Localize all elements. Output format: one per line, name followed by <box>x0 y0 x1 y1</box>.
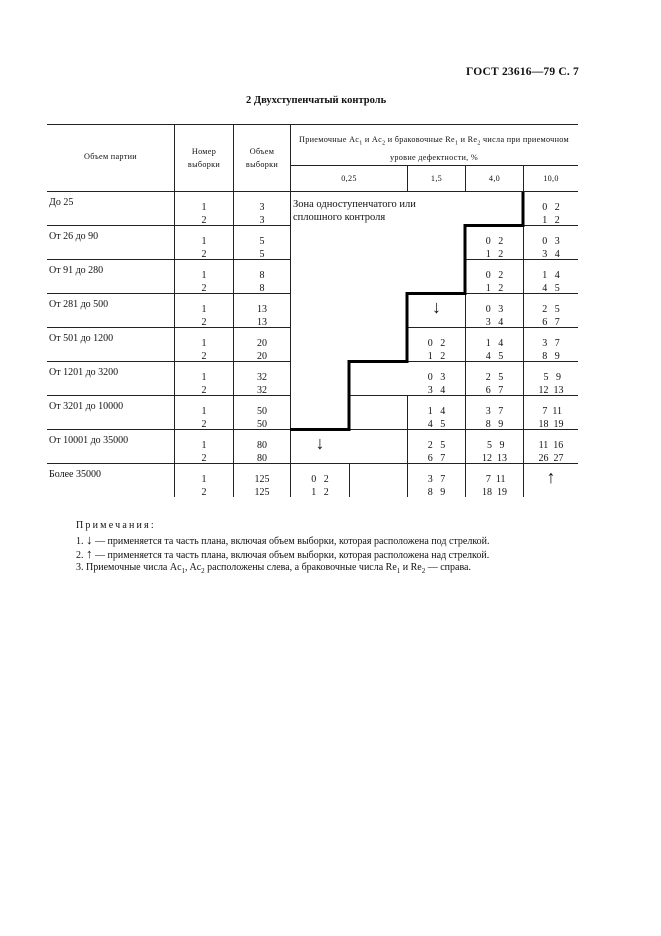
ac-re-cell: 0 2 1 2 <box>311 474 329 498</box>
sample-number-cell: 1 2 <box>201 270 207 294</box>
level-header-4-0: 4,0 <box>488 174 501 183</box>
batch-size-cell: Более 35000 <box>49 469 101 480</box>
section-title: 2 Двухступенчатый контроль <box>246 95 387 106</box>
arrow-down-icon: ↓ <box>432 297 441 317</box>
ac-re-cell: 1 4 4 5 <box>542 270 560 294</box>
batch-size-cell: От 26 до 90 <box>49 231 99 242</box>
ac-re-cell: 0 2 1 2 <box>485 236 504 260</box>
ac-re-cell: 7 11 18 19 <box>482 474 507 498</box>
batch-size-cell: От 3201 до 10000 <box>49 401 124 412</box>
ac-re-cell: 5 9 12 13 <box>482 440 507 464</box>
document-reference: ГОСТ 23616—79 С. 7 <box>466 66 579 78</box>
arrow-down-icon: ↓ <box>315 433 325 453</box>
ac-re-cell: 3 7 8 9 <box>542 338 560 362</box>
arrow-down-icon: ↓ <box>86 532 93 547</box>
note-1: 1. ↓ — применяется та часть плана, включая объем выборки, которая расположена под стрелкой. <box>76 532 490 547</box>
sample-size-cell: 3 3 <box>259 202 265 226</box>
ac-re-cell: 7 11 18 19 <box>538 406 564 430</box>
sample-number-cell: 1 2 <box>201 440 207 464</box>
batch-size-cell: От 1201 до 3200 <box>49 367 119 378</box>
sample-number-cell: 1 2 <box>201 372 207 396</box>
col-header-sample-number: Номер выборки <box>187 147 221 169</box>
sample-number-cell: 1 2 <box>201 236 207 260</box>
batch-size-cell: От 10001 до 35000 <box>49 435 129 446</box>
col-header-sample-size: Объем выборки <box>245 147 279 169</box>
note-3: 3. Приемочные числа $Ac_1$, $Ac_2$ расположены слева, а браковочные числа $Re_1$ и $Re_2$ — справа. <box>76 562 471 575</box>
batch-size-cell: До 25 <box>49 197 74 208</box>
sample-number-cell: 1 2 <box>201 338 207 362</box>
arrow-up-icon: ↑ <box>86 546 93 561</box>
ac-re-cell: 0 2 1 2 <box>542 202 560 226</box>
ac-re-cell: 0 2 1 2 <box>485 270 504 294</box>
ac-re-cell: 5 9 12 13 <box>538 372 564 396</box>
sample-size-cell: 13 13 <box>257 304 267 328</box>
sample-number-cell: 1 2 <box>201 304 207 328</box>
ac-re-cell: 1 4 4 5 <box>485 338 504 362</box>
note-2: 2. ↑ — применяется та часть плана, включая объем выборки, которая расположена над стрелкой. <box>76 546 490 561</box>
ac-re-cell: 0 2 1 2 <box>427 338 446 362</box>
ac-re-cell: 2 5 6 7 <box>485 372 504 396</box>
sample-size-cell: 125 125 <box>254 474 270 498</box>
arrow-up-icon: ↑ <box>546 467 556 487</box>
ac-re-cell: 2 5 6 7 <box>427 440 446 464</box>
ac-re-cell: 1 4 4 5 <box>427 406 446 430</box>
sample-size-cell: 8 8 <box>259 270 265 294</box>
ac-re-cell: 0 3 3 4 <box>485 304 504 328</box>
batch-size-cell: От 91 до 280 <box>49 265 104 276</box>
sample-number-cell: 1 2 <box>201 202 207 226</box>
ac-re-cell: 2 5 6 7 <box>542 304 560 328</box>
col-header-acceptance-numbers: Приемочные $Ac_1$ и $Ac_2$ и браковочные $Re_1$ и $Re_2$ числа при приемочном уровне дефектности, % <box>299 135 569 162</box>
notes-title: Примечания: <box>76 520 156 531</box>
ac-re-cell: 0 3 3 4 <box>542 236 560 260</box>
sample-number-cell: 1 2 <box>201 406 207 430</box>
sample-size-cell: 20 20 <box>257 338 267 362</box>
sample-number-cell: 1 2 <box>201 474 207 498</box>
sample-size-cell: 32 32 <box>257 372 267 396</box>
level-header-10-0: 10,0 <box>543 174 559 183</box>
level-header-1-5: 1,5 <box>430 174 443 183</box>
col-header-batch-size: Объем партии <box>84 152 137 161</box>
single-stage-zone-label: Зона одноступенчатого или сплошного контроля <box>293 199 416 223</box>
sample-size-cell: 80 80 <box>257 440 267 464</box>
sample-size-cell: 50 50 <box>257 406 267 430</box>
ac-re-cell: 11 16 26 27 <box>538 440 564 464</box>
batch-size-cell: От 281 до 500 <box>49 299 109 310</box>
sample-size-cell: 5 5 <box>259 236 265 260</box>
ac-re-cell: 3 7 8 9 <box>427 474 446 498</box>
batch-size-cell: От 501 до 1200 <box>49 333 114 344</box>
ac-re-cell: 3 7 8 9 <box>485 406 504 430</box>
level-header-0-25: 0,25 <box>341 174 357 183</box>
ac-re-cell: 0 3 3 4 <box>427 372 446 396</box>
